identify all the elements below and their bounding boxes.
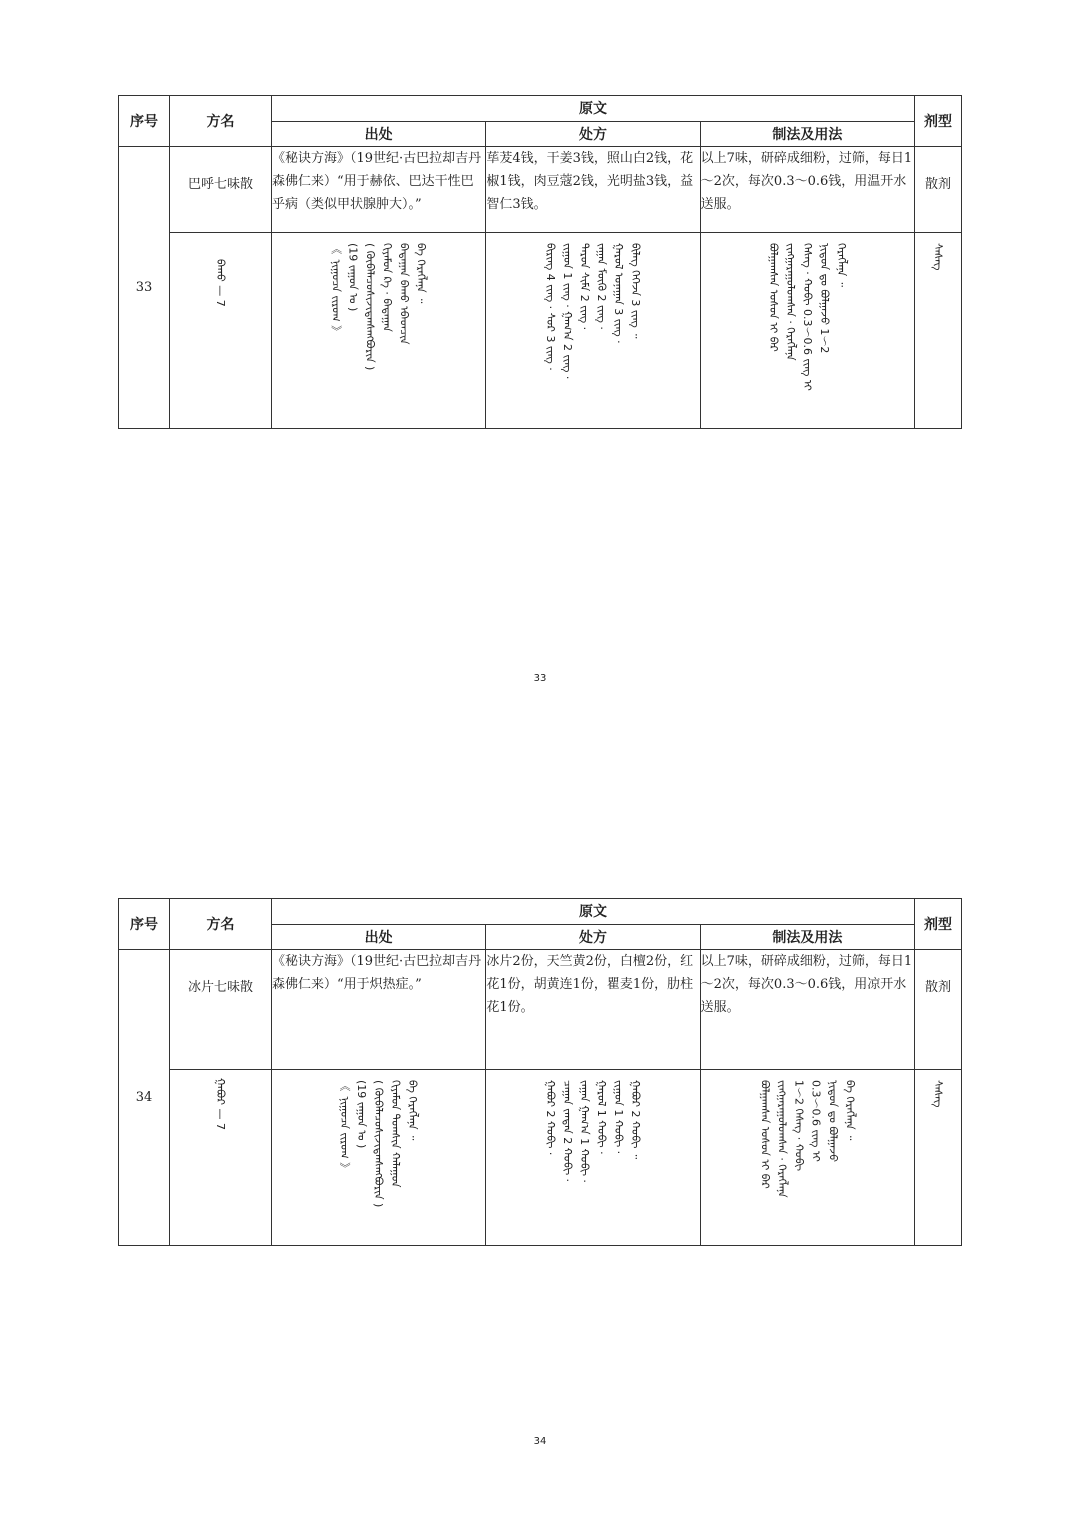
mongolian-text-line: ᠵᠢᠩᠭᠠᠷᠠᠭᠤᠯᠤᠭᠰᠠᠨ · ᠬᠡᠷᠡᠭᠯᠡᠨᠡ <box>775 1080 789 1198</box>
entry-number: 34 <box>119 950 170 1246</box>
mongolian-text-line: ( ᠭᠦᠪᠠᠯᠠᠴᠤᠰᠢᠵᠢᠳᠠᠨᠰᠠᠩᠪᠦᠷᠢᠨ ) <box>372 1080 386 1208</box>
header-method: 制法及用法 <box>700 924 914 950</box>
formula-name-mongolian <box>170 1070 272 1246</box>
method-mongolian <box>700 1070 914 1246</box>
method-mongolian <box>700 233 914 429</box>
header-prescription: 处方 <box>486 924 700 950</box>
mongolian-text-line: 1～2 ᠬᠡᠰᠡᠭ · ᠬᠤᠪᠢ <box>792 1080 806 1172</box>
mongolian-text-line: ᠬᠡᠰᠡᠭ · ᠬᠤᠪᠢ 0.3～0.6 ᠵᠢᠩ ᠢ <box>800 243 814 391</box>
formula-table-33 <box>118 95 962 429</box>
mongolian-text-line: (19 ᠵᠠᠭᠤᠨ ᠤ ) <box>346 243 360 312</box>
mongolian-text-line: ᠪᠠᠳᠠᠭᠠᠨ ᠪᠠᠬᠤ ᠡᠪᠡᠳᠴᠢᠨ <box>397 243 411 345</box>
mongolian-text-line: ( ᠭᠦᠪᠠᠯᠠᠴᠤᠰᠢᠵᠢᠳᠠᠨᠰᠠᠩᠪᠦᠷᠢᠨ ) <box>363 243 377 371</box>
header-name: 方名 <box>170 899 272 950</box>
source-cn: 《秘诀方海》（19世纪·古巴拉却吉丹森佛仁来）“用于赫依、巴达干性巴乎病（类似甲状腺肿大）。” <box>272 147 486 233</box>
mongolian-text-line: ᠭᠠᠪᠤᠷ 2 ᠬᠤᠪᠢ · <box>543 1080 557 1156</box>
mongolian-text-line: ᠪᠡ ᠬᠡᠷᠡᠭᠯᠡᠨᠡ ᠃ <box>843 1080 857 1141</box>
mongolian-text-line: 0.3～0.6 ᠵᠢᠩ ᠢ <box>809 1080 823 1162</box>
mongolian-text-line: ᠵᠢᠭᠤᠨ 1 ᠵᠢᠩ · ᠭᠠᠭ᠎ᠠ 2 ᠵᠢᠩ · <box>560 243 574 380</box>
mongolian-text-line: ᠲᠠᠷᠤᠨ ᠰᠢᠮᠡ 2 ᠵᠢᠩ · <box>577 243 591 331</box>
mongolian-text-line: 《 ᠨᠢᠭᠤᠴᠠ ᠵᠢᠷᠤᠭ 》 <box>338 1080 352 1175</box>
mongolian-text-line: ᠵᠢᠩᠭᠠᠷᠠᠭᠤᠯᠤᠭᠰᠠᠨ · ᠬᠡᠷᠡᠭᠯᠡᠨᠡ <box>783 243 797 361</box>
formula-table-34 <box>118 898 962 1246</box>
mongolian-text-line: ᠵᠠᠭᠠᠨ ᠭᠠᠭ᠎ᠠ 1 ᠬᠤᠪᠢ · <box>577 1080 591 1183</box>
mongolian-text-line: ᠪᠤᠯᠭᠠᠭᠰᠠᠨ ᠤᠰᠤᠨ ᠢ ᠪᠠᠷ <box>766 243 780 352</box>
prescription-mongolian <box>486 233 700 429</box>
entry-number: 33 <box>119 147 170 429</box>
mongolian-text-line: ᠪᠢᠯᠡᠭ ᠬᠡᠭᠡᠵᠡ 3 ᠵᠢᠩ ᠃ <box>628 243 642 339</box>
header-name: 方名 <box>170 96 272 147</box>
mongolian-text-line: ᠵᠢᠭᠤᠨ 1 ᠬᠤᠪᠢ · <box>611 1080 625 1155</box>
source-mongolian <box>272 233 486 429</box>
mongolian-text-line: ᠰᠡᠰᠡᠭ <box>931 1080 945 1108</box>
mongolian-text-line: ᠰᠡᠰᠡᠭ <box>931 243 945 271</box>
mongolian-text-line: ᠪᠡ ᠬᠡᠷᠡᠭᠯᠡᠨᠡ ᠃ <box>414 243 428 304</box>
prescription-mongolian <box>486 1070 700 1246</box>
header-form: 剂型 <box>915 899 962 950</box>
mongolian-text-line: ᠬᠢᠶᠠᠮᠤᠨ ᠳᠤᠭᠰᠢᠨ ᠬᠠᠯᠠᠭᠤᠨ <box>389 1080 403 1188</box>
mongolian-text-line: ᠵᠠᠭᠠᠨ ᠮᠦᠭᠦ 2 ᠵᠢᠩ · <box>594 243 608 330</box>
page-number: 33 <box>533 673 547 684</box>
form-mongolian <box>915 1070 962 1246</box>
method-cn: 以上7味，研碎成细粉，过筛，每日1～2次，每次0.3～0.6钱，用温开水送服。 <box>700 147 914 233</box>
header-method: 制法及用法 <box>700 121 914 147</box>
mongolian-text-line: ᠬᠢᠶᠠᠮᠤᠨ ᠺᠠ · ᠪᠠᠳᠠᠭᠠᠨ <box>380 243 394 332</box>
header-prescription: 处方 <box>486 121 700 147</box>
mongolian-text-line: ᠭᠠᠪᠤᠷ — 7 <box>214 1078 227 1131</box>
mongolian-text-line: (19 ᠵᠠᠭᠤᠨ ᠤ ) <box>355 1080 369 1149</box>
mongolian-text-line: ᠬᠡᠷᠡᠭᠯᠡᠨᠡ ᠃ <box>834 243 848 287</box>
page-number: 34 <box>533 1436 547 1447</box>
source-mongolian <box>272 1070 486 1246</box>
header-source: 出处 <box>272 924 486 950</box>
mongolian-text-line: ᠪᠢᠷᠢᠩ 4 ᠵᠢᠩ · ᠰᠣᠷ 3 ᠵᠢᠩ · <box>543 243 557 371</box>
source-cn: 《秘诀方海》（19世纪·古巴拉却吉丹森佛仁来）“用于炽热症。” <box>272 950 486 1070</box>
prescription-cn: 冰片2份，天竺黄2份，白檀2份，红花1份，胡黄连1份，瞿麦1份，肋柱花1份。 <box>486 950 700 1070</box>
mongolian-text-line: ᠪᠠᠬᠤ — 7 <box>214 259 227 307</box>
mongolian-text-line: ᠨᠢᠳᠦᠨ ᠳᠤ ᠪᠤᠯᠭᠠᠵᠤ <box>826 1080 840 1162</box>
mongolian-text-line: ᠪᠤᠯᠭᠠᠭᠰᠠᠨ ᠤᠰᠤᠨ ᠢ ᠪᠠᠷ <box>758 1080 772 1189</box>
formula-name-cn: 冰片七味散 <box>170 950 272 1070</box>
form-mongolian <box>915 233 962 429</box>
formula-name-cn: 巴呼七味散 <box>170 147 272 233</box>
method-cn: 以上7味，研碎成细粉，过筛，每日1～2次，每次0.3～0.6钱，用凉开水送服。 <box>700 950 914 1070</box>
header-form: 剂型 <box>915 96 962 147</box>
header-original: 原文 <box>272 899 915 925</box>
mongolian-text-line: ᠪᠡ ᠬᠡᠷᠡᠭᠯᠡᠨᠡ ᠃ <box>406 1080 420 1141</box>
mongolian-text-line: 《 ᠨᠢᠭᠤᠴᠠ ᠵᠢᠷᠤᠭ 》 <box>329 243 343 338</box>
header-no: 序号 <box>119 96 170 147</box>
header-no: 序号 <box>119 899 170 950</box>
mongolian-text-line: ᠭᠠᠷᠤᠯ 1 ᠬᠤᠪᠢ · <box>594 1080 608 1155</box>
mongolian-text-line: ᠨᠢᠳᠦᠨ ᠳᠤ ᠪᠤᠯᠭᠠᠵᠤ 1～2 <box>817 243 831 354</box>
formula-name-mongolian <box>170 233 272 429</box>
header-original: 原文 <box>272 96 915 122</box>
mongolian-text-line: ᠴᠠᠭᠠᠨ ᠵᠠᠨᠳᠠᠨ 2 ᠬᠤᠪᠢ · <box>560 1080 574 1183</box>
prescription-cn: 荜茇4钱，干姜3钱，照山白2钱，花椒1钱，肉豆蔻2钱，光明盐3钱，益智仁3钱。 <box>486 147 700 233</box>
mongolian-text-line: ᠭᠠᠷᠤᠯ ᠤᠨᠠᠭᠠᠨ 3 ᠵᠢᠩ · <box>611 243 625 344</box>
form-cn: 散剂 <box>915 147 962 233</box>
form-cn: 散剂 <box>915 950 962 1070</box>
header-source: 出处 <box>272 121 486 147</box>
mongolian-text-line: ᠭᠠᠪᠤᠷ 2 ᠬᠤᠪᠢ ᠃ <box>628 1080 642 1160</box>
